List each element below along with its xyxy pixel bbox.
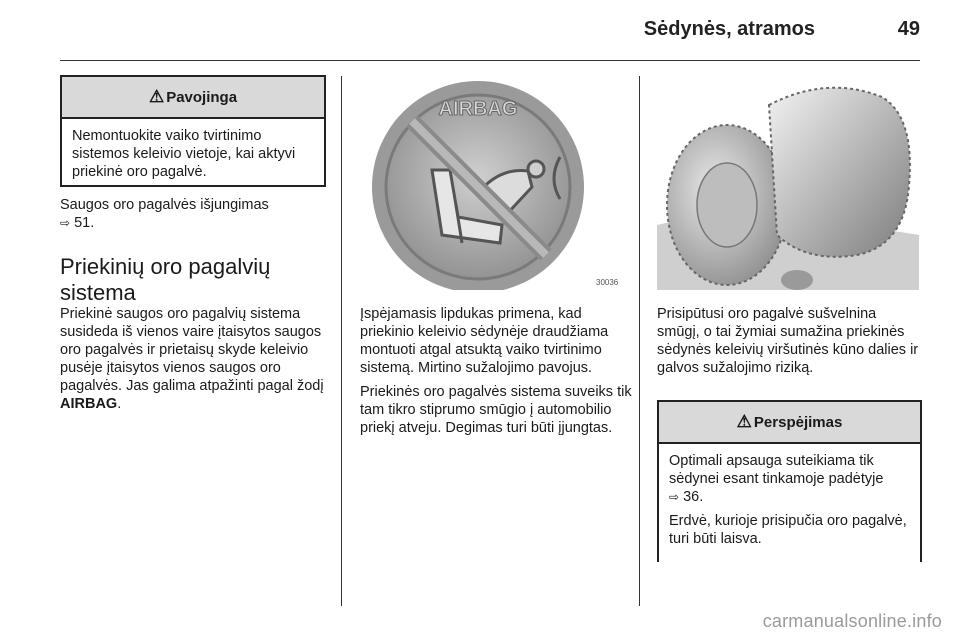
- caution-paragraph-1: [669, 452, 910, 506]
- caution-warning-header: [659, 402, 920, 444]
- column-divider-2: [639, 76, 640, 606]
- figure-code-1: 30036: [596, 278, 619, 287]
- airbag-sticker-figure: [360, 75, 622, 290]
- deactivation-ref-page: 51.: [74, 215, 95, 231]
- page-ref-arrow-icon: ⇨: [669, 490, 680, 504]
- warning-triangle-icon: ⚠: [148, 87, 165, 106]
- caution-para1-text: Optimali apsauga suteikiama tik sėdynei esant tinkamoje padėtyje: [669, 453, 884, 487]
- sticker-paragraph: Įspėjamasis lipdukas primena, kad priekinio keleivio sėdynėje draudžiama montuoti atgal atsuktą vaiko tvirtinimo sistemą. Mirtino sužalojimo pavojus.: [360, 306, 609, 376]
- watermark: carmanualsonline.info: [762, 611, 942, 631]
- intro-text-end: .: [117, 396, 122, 412]
- intro-text: Priekinė saugos oro pagalvių sistema susideda iš vienos vaire įtaisytos saugos oro pagalvės ir prietaisų skyde keleivio pusėje įtaisytos vienos saugos oro pagalvės. Jas galima atpažinti pagal žodį: [60, 306, 324, 394]
- inflated-airbag-illustration: [657, 75, 919, 290]
- intro-paragraph: [60, 305, 330, 413]
- danger-warning-title: Pavojinga: [166, 88, 238, 106]
- airbag-sticker-label: AIRBAG: [438, 98, 518, 120]
- danger-warning-body: [62, 119, 324, 195]
- caution-warning-title: Perspėjimas: [753, 413, 843, 431]
- section-title: Sėdynės, atramos: [643, 18, 815, 40]
- inflated-airbag-figure: [657, 75, 919, 290]
- caution-paragraph-2: Erdvė, kurioje prisipučia oro pagalvė, turi būti laisva.: [669, 513, 907, 547]
- deactivation-reference: [60, 196, 330, 232]
- no-rear-facing-child-seat-icon: [360, 75, 622, 290]
- danger-warning-text: Nemontuokite vaiko tvirtinimo sistemos keleivio vietoje, kai aktyvi priekinė oro pagalvė.: [72, 128, 296, 180]
- header-divider: [60, 60, 920, 61]
- page-number: 49: [897, 18, 920, 40]
- danger-warning-box: [60, 75, 326, 187]
- caution-warning-box: [657, 400, 922, 562]
- column-divider-1: [341, 76, 342, 606]
- page-ref-arrow-icon: ⇨: [60, 216, 71, 230]
- inflation-paragraph: Prisipūtusi oro pagalvė sušvelnina smūgį, o tai žymiai sumažina priekinės sėdynės keleivių viršutinės kūno dalies ir galvos sužalojimo riziką.: [657, 306, 919, 376]
- caution-warning-body: [659, 444, 920, 562]
- warning-triangle-icon: ⚠: [736, 412, 752, 431]
- inflation-description: [657, 305, 922, 383]
- caution-para1-page: 36.: [683, 489, 704, 505]
- airbag-keyword: AIRBAG: [60, 396, 118, 412]
- deactivation-ref-text: Saugos oro pagalvės išjungimas: [60, 197, 269, 213]
- section-heading: Priekinių oro pagalvių sistema: [60, 254, 271, 305]
- activation-paragraph: Priekinės oro pagalvės sistema suveiks tik tam tikro stiprumo smūgio į automobilio priekį atveju. Degimas turi būti įjungtas.: [360, 384, 632, 436]
- danger-warning-header: [62, 77, 324, 119]
- sticker-description: [360, 305, 635, 443]
